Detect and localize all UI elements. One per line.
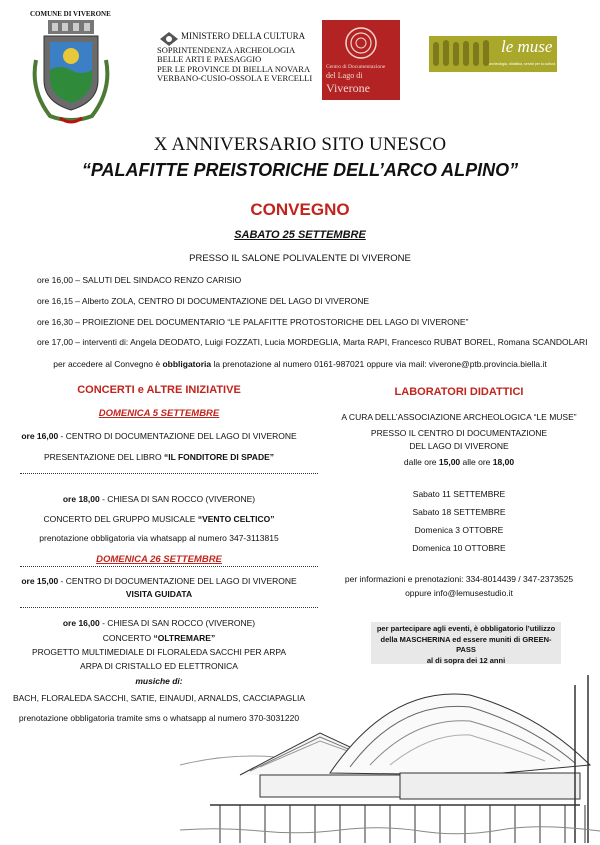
event-desc	[0, 514, 318, 524]
event-line	[0, 576, 318, 586]
event-place: - CHIESA DI SAN ROCCO (VIVERONE)	[99, 494, 256, 504]
program-item: ore 16,30 – PROIEZIONE DEL DOCUMENTARIO “LE PALAFITTE PROTOSTORICHE DEL LAGO DI VIVERONE”	[37, 317, 469, 327]
lab-date: Sabato 11 SETTEMBRE	[412, 489, 506, 499]
event-desc-bold: “VENTO CELTICO”	[197, 514, 275, 524]
laboratori-heading: LABORATORI DIDATTICI	[394, 386, 524, 398]
laboratori-hours	[328, 457, 590, 467]
event-booking: prenotazione obbligatoria via whatsapp al numero 347-3113815	[39, 533, 279, 543]
event-booking: prenotazione obbligatoria tramite sms o whatsapp al numero 370-3031220	[18, 713, 300, 723]
lab-date: Sabato 18 SETTEMBRE	[412, 507, 506, 517]
event-desc: VISITA GUIDATA	[125, 589, 193, 599]
hours-from: 15,00	[438, 457, 461, 467]
booking-text: per accedere al Convegno è	[53, 359, 163, 369]
event-desc-text: CONCERTO	[102, 633, 154, 643]
soprintendenza-line: PER LE PROVINCE DI BIELLA NOVARA	[157, 63, 311, 74]
hours-to: 18,00	[492, 457, 515, 467]
booking-text: la prenotazione al numero 0161-987021 oppure via mail: viverone@ptb.provincia.biella.it	[211, 359, 547, 369]
event-place: - CHIESA DI SAN ROCCO (VIVERONE)	[99, 618, 256, 628]
convegno-location: PRESSO IL SALONE POLIVALENTE DI VIVERONE	[189, 253, 411, 264]
notice-line: della MASCHERINA ed essere muniti di GREEN-PASS	[380, 634, 552, 654]
soprintendenza-line: BELLE ARTI E PAESAGGIO	[157, 54, 262, 65]
booking-bold: obbligatoria	[162, 359, 212, 369]
dotted-divider	[20, 473, 318, 474]
title-anniversary: X ANNIVERSARIO SITO UNESCO	[153, 134, 447, 155]
notice-line: al di sopra dei 12 anni	[426, 655, 506, 665]
laboratori-presso: PRESSO IL CENTRO DI DOCUMENTAZIONE	[370, 428, 548, 438]
lago-logo-line: Centro di Documentazione	[326, 64, 386, 70]
laboratori-cura: A CURA DELL’ASSOCIAZIONE ARCHEOLOGICA “LE MUSE”	[341, 412, 577, 422]
ministero-block	[157, 32, 312, 84]
event-time: ore 15,00	[21, 576, 59, 586]
program-item: ore 16,00 – SALUTI DEL SINDACO RENZO CARISIO	[37, 275, 242, 285]
laboratori-presso: DEL LAGO DI VIVERONE	[409, 441, 509, 451]
event-time: ore 16,00	[62, 618, 100, 628]
composers: BACH, FLORALEDA SACCHI, SATIE, EINAUDI, ARNALDS, CACCIAPAGLIA	[12, 693, 306, 703]
muse-logo-text: le muse	[501, 37, 553, 56]
muse-tagline: archeologia, didattica, servizi per la cultura	[489, 62, 556, 66]
stilt-houses-illustration	[180, 655, 600, 845]
domenica-heading: DOMENICA 26 SETTEMBRE	[96, 554, 222, 565]
program-item: ore 17,00 – interventi di: Angela DEODATO, Luigi FOZZATI, Lucia MORDEGLIA, Marta RAPI, Francesco RUBAT BOREL, Romana SCANDOLARI	[37, 337, 588, 347]
program-item: ore 16,15 – Alberto ZOLA, CENTRO DI DOCUMENTAZIONE DEL LAGO DI VIVERONE	[37, 296, 370, 306]
lago-logo-line: Viverone	[326, 81, 370, 95]
event-line	[0, 618, 318, 628]
ministero-title: MINISTERO DELLA CULTURA	[181, 31, 306, 41]
event-place: - CENTRO DI DOCUMENTAZIONE DEL LAGO DI VIVERONE	[58, 431, 297, 441]
le-muse-logo	[429, 36, 557, 72]
convegno-date: SABATO 25 SETTEMBRE	[234, 229, 366, 241]
hours-text: alle ore	[460, 457, 493, 467]
event-desc-line: PROGETTO MULTIMEDIALE DI FLORALEDA SACCHI PER ARPA	[31, 647, 287, 657]
lago-logo-line: del Lago di	[326, 71, 363, 80]
convegno-heading: CONVEGNO	[250, 200, 350, 219]
music-label: musiche di:	[135, 676, 183, 686]
event-desc-bold: “IL FONDITORE DI SPADE”	[163, 452, 275, 462]
event-desc-text: PRESENTAZIONE DEL LIBRO	[43, 452, 164, 462]
convegno-booking	[0, 359, 600, 369]
domenica-heading: DOMENICA 5 SETTEMBRE	[98, 408, 220, 419]
soprintendenza-line: SOPRINTENDENZA ARCHEOLOGIA	[157, 44, 296, 55]
event-line	[0, 431, 318, 441]
event-time: ore 18,00	[62, 494, 100, 504]
concerti-heading: CONCERTI e ALTRE INIZIATIVE	[77, 384, 241, 396]
dotted-divider	[20, 566, 318, 567]
spiral-icon	[344, 26, 378, 60]
lab-info: oppure info@lemusestudio.it	[405, 588, 513, 598]
event-line	[0, 494, 318, 504]
event-time: ore 16,00	[21, 431, 59, 441]
soprintendenza-line: VERBANO-CUSIO-OSSOLA E VERCELLI	[157, 73, 313, 84]
lab-date: Domenica 3 OTTOBRE	[414, 525, 504, 535]
event-desc	[0, 452, 318, 462]
dotted-divider	[20, 607, 318, 608]
event-desc-bold: “OLTREMARE”	[153, 633, 216, 643]
title-palafitte: “PALAFITTE PREISTORICHE DELL’ARCO ALPINO”	[81, 160, 519, 180]
comune-coat-of-arms	[30, 20, 112, 128]
event-desc-text: CONCERTO DEL GRUPPO MUSICALE	[43, 514, 198, 524]
lab-date: Domenica 10 OTTOBRE	[412, 543, 506, 553]
notice-line: per partecipare agli eventi, è obbligatorio l’utilizzo	[376, 624, 556, 633]
comune-label: COMUNE DI VIVERONE	[30, 10, 111, 18]
lago-viverone-logo	[322, 20, 400, 100]
event-place: - CENTRO DI DOCUMENTAZIONE DEL LAGO DI VIVERONE	[58, 576, 297, 586]
event-desc-line: ARPA DI CRISTALLO ED ELETTRONICA	[80, 661, 238, 671]
lab-info: per informazioni e prenotazioni: 334-8014439 / 347-2373525	[344, 574, 574, 584]
hours-text: dalle ore	[403, 457, 439, 467]
event-desc	[0, 633, 318, 643]
